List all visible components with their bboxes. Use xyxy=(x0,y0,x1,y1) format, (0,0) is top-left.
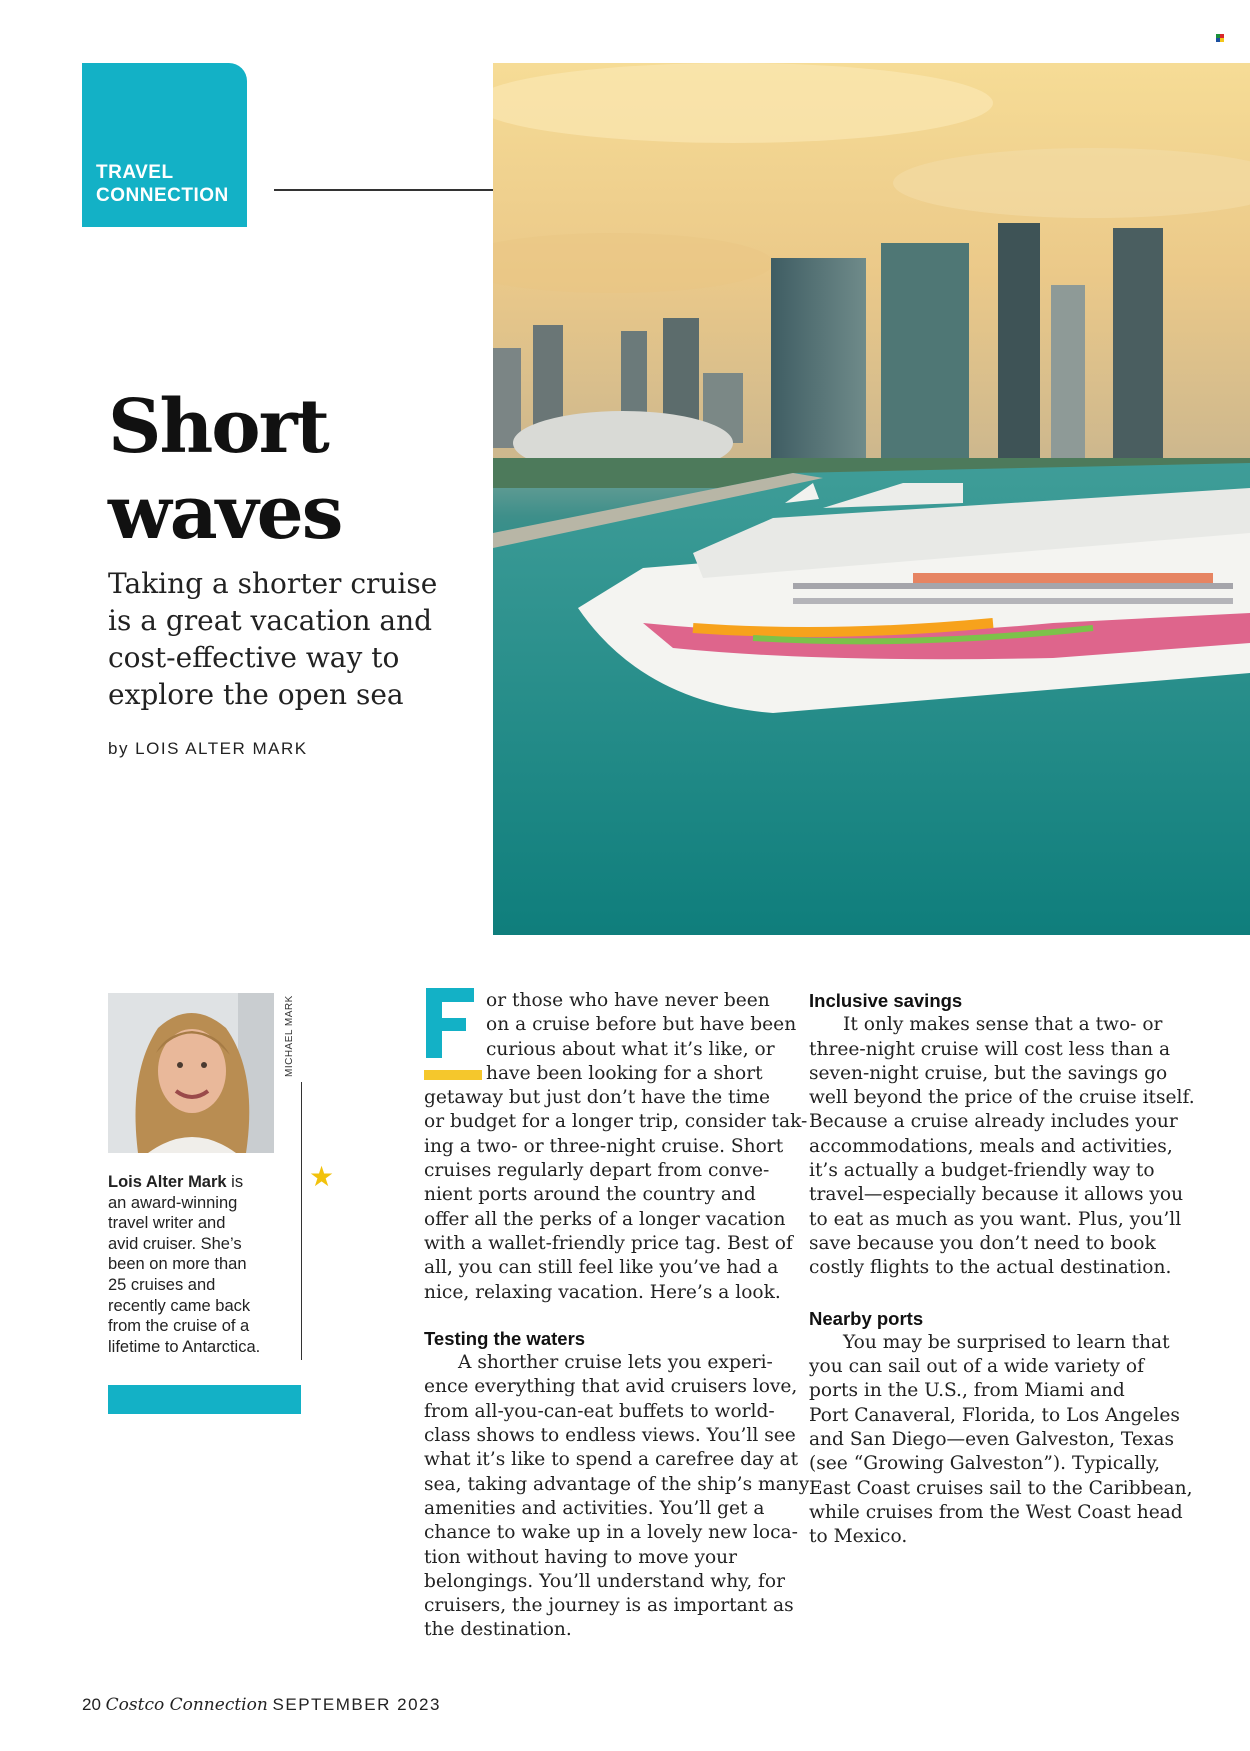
body-line: A shorther cruise lets you experi- xyxy=(458,1352,773,1374)
body-line: you can sail out of a wide variety of xyxy=(809,1356,1145,1378)
body-line: Port Canaveral, Florida, to Los Angeles xyxy=(809,1404,1180,1426)
hero-illustration xyxy=(493,63,1250,935)
body-line: or budget for a longer trip, consider tak- xyxy=(424,1111,808,1133)
headline-line: waves xyxy=(108,470,342,556)
teal-accent-bar xyxy=(108,1385,301,1414)
body-line: You may be surprised to learn that xyxy=(843,1331,1170,1353)
dek-line: is a great vacation and xyxy=(108,604,433,637)
body-line: nient ports around the country and xyxy=(424,1184,756,1206)
author-photo xyxy=(108,993,274,1153)
headline xyxy=(108,384,448,556)
body-line: or those who have never been xyxy=(486,990,770,1011)
body-line: class shows to endless views. You’ll see xyxy=(424,1425,796,1447)
section-label-line2: CONNECTION xyxy=(96,185,229,206)
body-line: sea, taking advantage of the ship’s many xyxy=(424,1473,810,1495)
body-line: curious about what it’s like, or xyxy=(486,1038,775,1060)
body-line: (see “Growing Galveston”). Typically, xyxy=(809,1453,1161,1475)
author-bio-line: an award-winning xyxy=(108,1193,238,1212)
body-line: have been looking for a short xyxy=(486,1062,763,1084)
subheading-savings: Inclusive savings xyxy=(809,990,963,1011)
body-line: belongings. You’ll understand why, for xyxy=(424,1570,785,1592)
section-label-line1: TRAVEL xyxy=(96,162,174,183)
issue-date: SEPTEMBER 2023 xyxy=(272,1695,441,1714)
body-line: ence everything that avid cruisers love, xyxy=(424,1376,798,1398)
subheading-testing: Testing the waters xyxy=(424,1327,586,1349)
author-bio-line: lifetime to Antarctica. xyxy=(108,1337,261,1356)
author-bio-line: travel writer and xyxy=(108,1214,226,1233)
page-number: 20 xyxy=(82,1695,101,1714)
body-line: three-night cruise will cost less than a xyxy=(809,1038,1171,1060)
author-bio-line: from the cruise of a xyxy=(108,1317,250,1336)
magazine-name: Costco Connection xyxy=(105,1695,268,1715)
body-line: it’s actually a budget-friendly way to xyxy=(809,1160,1155,1182)
author-portrait xyxy=(108,993,274,1153)
body-line: travel—especially because it allows you xyxy=(809,1184,1184,1206)
body-line: the destination. xyxy=(424,1619,572,1641)
body-line: amenities and activities. You’ll get a xyxy=(424,1497,765,1519)
byline: by LOIS ALTER MARK xyxy=(108,739,308,758)
body-line: accommodations, meals and activities, xyxy=(809,1135,1173,1157)
author-bio-text: is xyxy=(226,1173,244,1191)
section-tab xyxy=(82,63,247,227)
author-bio-line: avid cruiser. She’s xyxy=(108,1234,242,1253)
body-line: Because a cruise already includes your xyxy=(809,1111,1178,1133)
header-rule xyxy=(274,189,493,191)
body-line: chance to wake up in a lovely new loca- xyxy=(424,1522,798,1544)
body-line: from all-you-can-eat buffets to world- xyxy=(424,1400,775,1422)
photo-credit: MICHAEL MARK xyxy=(284,995,295,1077)
body-line: tion without having to move your xyxy=(424,1546,738,1568)
author-bio xyxy=(108,1172,298,1357)
body-line: cruisers, the journey is as important as xyxy=(424,1595,794,1617)
hero-image xyxy=(493,63,1250,935)
body-line: nice, relaxing vacation. Here’s a look. xyxy=(424,1281,781,1303)
author-bio-line xyxy=(108,1172,298,1193)
author-bio-line: been on more than xyxy=(108,1255,247,1274)
registration-mark-icon xyxy=(1216,34,1224,42)
body-line: ports in the U.S., from Miami and xyxy=(809,1380,1125,1402)
body-line: offer all the perks of a longer vacation xyxy=(424,1208,786,1230)
body-line: It only makes sense that a two- or xyxy=(843,1014,1163,1036)
page-footer xyxy=(82,1695,441,1715)
body-line: East Coast cruises sail to the Caribbean, xyxy=(809,1477,1193,1499)
body-line: costly flights to the actual destination. xyxy=(809,1257,1172,1279)
body-line: ing a two- or three-night cruise. Short xyxy=(424,1135,784,1157)
body-line: with a wallet-friendly price tag. Best of xyxy=(424,1232,793,1254)
author-bio-line: recently came back xyxy=(108,1296,251,1315)
body-line: seven-night cruise, but the savings go xyxy=(809,1062,1168,1084)
body-line: well beyond the price of the cruise itself. xyxy=(809,1087,1195,1109)
headline-line: Short xyxy=(108,384,328,470)
dek-line: explore the open sea xyxy=(108,678,404,711)
body-line: getaway but just don’t have the time xyxy=(424,1087,771,1109)
dek-line: Taking a shorter cruise xyxy=(108,567,438,600)
author-divider xyxy=(301,1082,302,1360)
star-icon: ★ xyxy=(309,1160,335,1193)
body-line: all, you can still feel like you’ve had a xyxy=(424,1257,779,1279)
body-column-1 xyxy=(424,989,810,1643)
body-line: while cruises from the West Coast head xyxy=(809,1501,1183,1523)
body-line: on a cruise before but have been xyxy=(486,1014,797,1036)
body-line: cruises regularly depart from conve- xyxy=(424,1160,770,1182)
cloud xyxy=(493,63,993,143)
dek-line: cost-effective way to xyxy=(108,641,400,674)
author-name: Lois Alter Mark xyxy=(108,1173,227,1191)
body-line: to Mexico. xyxy=(809,1526,908,1548)
dek xyxy=(108,565,448,713)
body-column-2 xyxy=(809,989,1195,1550)
body-line: and San Diego—even Galveston, Texas xyxy=(809,1429,1175,1451)
body-line: save because you don’t need to book xyxy=(809,1232,1156,1254)
subheading-ports: Nearby ports xyxy=(809,1307,924,1329)
author-bio-line: 25 cruises and xyxy=(108,1275,216,1294)
body-line: what it’s like to spend a carefree day at xyxy=(424,1449,799,1471)
body-line: to eat as much as you want. Plus, you’ll xyxy=(809,1208,1182,1230)
